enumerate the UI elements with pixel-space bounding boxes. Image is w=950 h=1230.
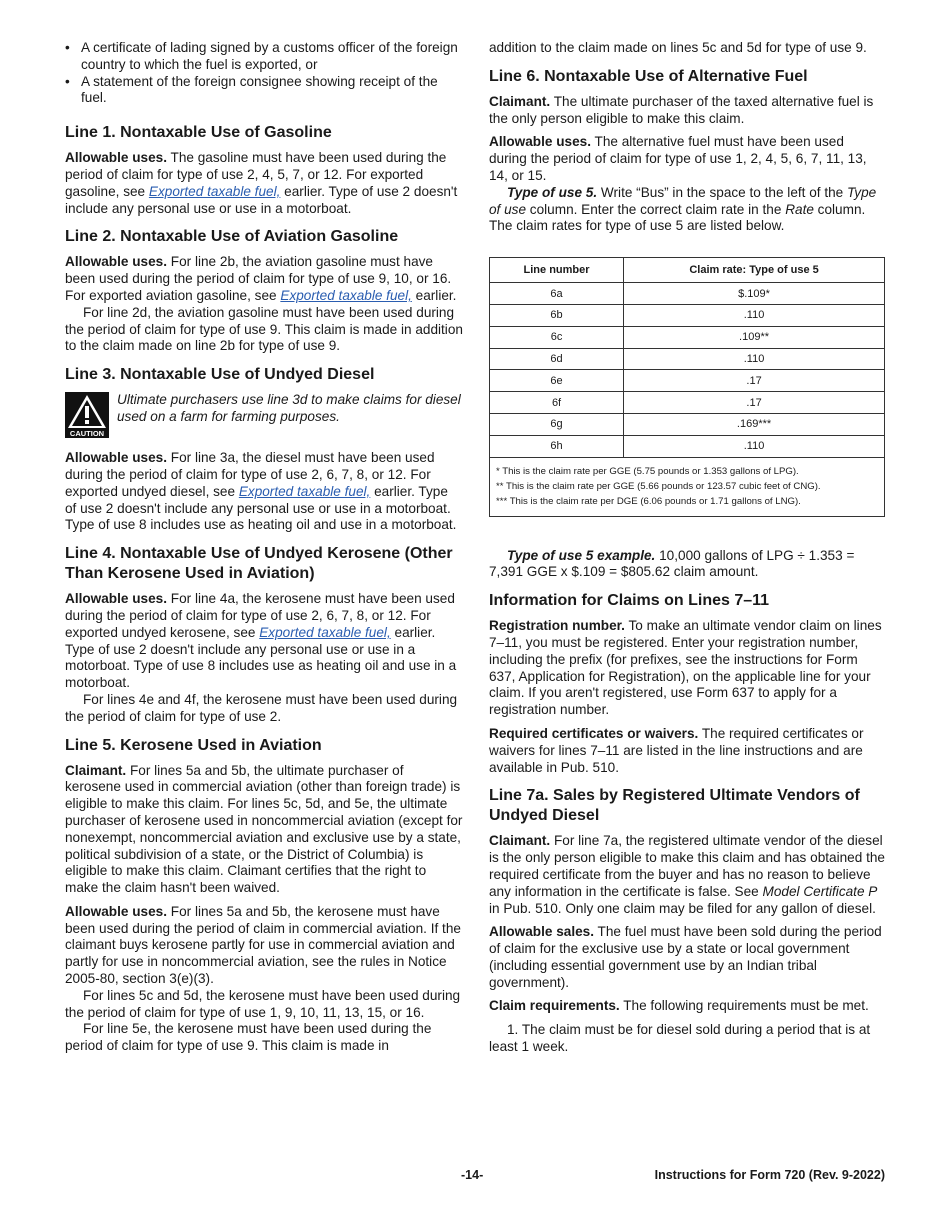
table-row — [490, 304, 885, 326]
line7a-claimant: Claimant. For line 7a, the registered ultimate vendor of the diesel is the only person eligible to make this claim and has obtained the required certificate from the buyer and has no reason to believe any information in the certificate is false. See Model Certificate P in Pub. 510. Only one claim may be filed for any gallon of diesel. — [489, 833, 885, 916]
column-header: Line number — [490, 258, 624, 283]
line4-paragraph: For lines 4e and 4f, the kerosene must have been used during the period of claim for type of use 2. — [65, 691, 458, 724]
line6-claimant: Claimant. The ultimate purchaser of the taxed alternative fuel is the only person eligible to make this claim. — [489, 93, 874, 126]
line1-allowable-uses: Allowable uses. The gasoline must have been used during the period of claim for type of use 2, 4, 5, 7, or 12. For exported gasoline, see Exported taxable fuel, earlier. Type of use 2 doesn't include any personal use or use in a motorboat. — [65, 150, 458, 216]
exported-taxable-fuel-link[interactable]: Exported taxable fuel, — [280, 287, 412, 303]
claim-rate-cell: .109** — [624, 326, 885, 348]
claim-rate-cell: .169*** — [624, 413, 885, 435]
claim-rate-cell: .110 — [624, 435, 885, 457]
line6-allowable-uses: Allowable uses. The alternative fuel must have been used during the period of claim for type of use 1, 2, 4, 5, 6, 7, 11, 13, 14, or 15. — [489, 134, 867, 183]
line7a-claim-requirements: Claim requirements. The following requirements must be met. — [489, 998, 869, 1014]
bullet-consignee-statement: • A statement of the foreign consignee showing receipt of the fuel. — [65, 74, 463, 108]
claim-rate-cell: $.109* — [624, 283, 885, 305]
table-row — [490, 435, 885, 457]
type-of-use-5-example: Type of use 5 example. 10,000 gallons of LPG ÷ 1.353 = 7,391 GGE x $.109 = $805.62 claim amount. — [489, 547, 855, 580]
line7a-allowable-sales: Allowable sales. The fuel must have been sold during the period of claim for the exclusive use by a state or local government (including essential government use by an Indian tribal government). — [489, 924, 882, 990]
line5-paragraph-5e: For line 5e, the kerosene must have been used during the period of claim for type of use 9. This claim is made in — [65, 1021, 432, 1054]
claim-rate-cell: .110 — [624, 304, 885, 326]
table-row — [490, 283, 885, 305]
page-number: -14- — [461, 1168, 484, 1182]
caution-text: Ultimate purchasers use line 3d to make claims for diesel used on a farm for farming purposes. — [117, 392, 461, 424]
line5-allowable-uses: Allowable uses. For lines 5a and 5b, the kerosene must have been used during the period of claim in commercial aviation. If the claimant buys kerosene partly for use in commercial aviation and partly for use in noncommercial aviation, see the rules in Notice 2005-80, section 3(e)(3). — [65, 903, 461, 987]
left-column — [65, 40, 463, 1055]
table-row — [490, 326, 885, 348]
heading-line-2: Line 2. Nontaxable Use of Aviation Gasoline — [65, 228, 399, 246]
footnote: *** This is the claim rate per DGE (6.06 pounds or 1.71 gallons of LNG). — [496, 495, 801, 507]
requirement-item-1: 1. The claim must be for diesel sold during a period that is at least 1 week. — [489, 1022, 871, 1055]
caution-icon — [65, 392, 109, 438]
line5-claimant: Claimant. For lines 5a and 5b, the ultimate purchaser of kerosene used in commercial aviation (other than foreign trade) is eligible to make this claim. For lines 5c, 5d, and 5e, the ultimate purchaser of kerosene used in noncommercial aviation (except for nonexempt, noncommercial aviation and exclusive use by a state, political subdivision of a state, or the District of Columbia) is eligible to make this claim. Claimant certifies that the right to make the claim hasn't been waived. — [65, 762, 463, 896]
heading-line-3: Line 3. Nontaxable Use of Undyed Diesel — [65, 366, 375, 384]
line-number-cell: 6g — [490, 413, 624, 435]
exported-taxable-fuel-link[interactable]: Exported taxable fuel, — [148, 183, 281, 199]
heading-info-claims-7-11: Information for Claims on Lines 7–11 — [489, 592, 770, 610]
bullet-certificate-of-lading: • A certificate of lading signed by a customs officer of the foreign country to which the fuel is exported, or — [65, 40, 463, 74]
svg-text:CAUTION: CAUTION — [69, 429, 105, 439]
line-number-cell: 6b — [490, 304, 624, 326]
line3-allowable-uses: Allowable uses. For line 3a, the diesel must have been used during the period of claim for type of use 2, 6, 7, 8, or 12. For exported undyed diesel, see Exported taxable fuel, earlier. Type of use 2 doesn't include any personal use or use in a motorboat. Type of use 8 includes use as heating oil and use in a motorboat. — [65, 450, 457, 533]
footnote: * This is the claim rate per GGE (5.75 pounds or 1.353 gallons of LPG). — [496, 465, 799, 477]
caution-note — [65, 392, 463, 438]
footnote: ** This is the claim rate per GGE (5.66 pounds or 123.57 cubic feet of CNG). — [496, 480, 821, 492]
claim-rate-cell: .17 — [624, 392, 885, 414]
line5-paragraph-5c-5d: For lines 5c and 5d, the kerosene must have been used during the period of claim for type of use 1, 9, 10, 11, 13, 15, or 16. — [65, 987, 461, 1020]
heading-line-1: Line 1. Nontaxable Use of Gasoline — [65, 124, 332, 142]
line-number-cell: 6a — [490, 283, 624, 305]
table-row — [490, 392, 885, 414]
line2-paragraph: For line 2d, the aviation gasoline must have been used during the period of claim for type of use 9. This claim is made in addition to the claim made on line 2b for type of use 9. — [65, 304, 463, 354]
line2-allowable-uses: Allowable uses. For line 2b, the aviation gasoline must have been used during the period of claim for type of use 9, 10, or 16. For exported aviation gasoline, see Exported taxable fuel, earlier. — [65, 254, 457, 303]
table-row — [490, 348, 885, 370]
line-number-cell: 6e — [490, 370, 624, 392]
heading-line-4: Line 4. Nontaxable Use of Undyed Kerosene (Other Than Kerosene Used in Aviation) — [65, 545, 453, 583]
table-row — [490, 370, 885, 392]
registration-number: Registration number. To make an ultimate vendor claim on lines 7–11, you must be registered. Enter your registration number, including the prefix (for prefixes, see the instructions for Form 637, Application for Registration), on the applicable line for your claim. If you aren't registered, use Form 637 to apply for a registration number. — [489, 618, 882, 718]
line4-allowable-uses: Allowable uses. For line 4a, the kerosene must have been used during the period of claim for type of use 2, 6, 7, 8, or 12. For exported undyed kerosene, see Exported taxable fuel, earlier. Type of use 2 doesn't include any personal use or use in a motorboat. Type of use 8 includes use as heating oil and use in a motorboat. — [65, 591, 457, 691]
required-certificates: Required certificates or waivers. The required certificates or waivers for lines 7–11 are listed in the line instructions and are available in Pub. 510. — [489, 725, 864, 775]
right-column — [489, 40, 885, 1056]
table-header-row — [490, 258, 885, 283]
heading-line-5: Line 5. Kerosene Used in Aviation — [65, 736, 322, 754]
line-number-cell: 6h — [490, 435, 624, 457]
line-number-cell: 6c — [490, 326, 624, 348]
claim-rate-table — [489, 257, 885, 516]
line-number-cell: 6d — [490, 348, 624, 370]
heading-line-7a: Line 7a. Sales by Registered Ultimate Vendors of Undyed Diesel — [489, 787, 860, 825]
table-footnotes — [490, 457, 885, 516]
exported-taxable-fuel-link[interactable]: Exported taxable fuel, — [238, 483, 371, 499]
table-row — [490, 413, 885, 435]
line-number-cell: 6f — [490, 392, 624, 414]
column-header: Claim rate: Type of use 5 — [624, 258, 885, 283]
line6-type-of-use-5: Type of use 5. Write “Bus” in the space to the left of the Type of use column. Enter the correct claim rate in the Rate column. The claim rates for type of use 5 are listed below. — [489, 184, 877, 234]
line5-continued: addition to the claim made on lines 5c and 5d for type of use 9. — [489, 40, 867, 55]
claim-rate-cell: .110 — [624, 348, 885, 370]
exported-taxable-fuel-link[interactable]: Exported taxable fuel, — [259, 624, 391, 640]
table-notes-row — [490, 457, 885, 516]
heading-line-6: Line 6. Nontaxable Use of Alternative Fuel — [489, 67, 808, 85]
claim-rate-cell: .17 — [624, 370, 885, 392]
form-title: Instructions for Form 720 (Rev. 9-2022) — [654, 1168, 885, 1182]
